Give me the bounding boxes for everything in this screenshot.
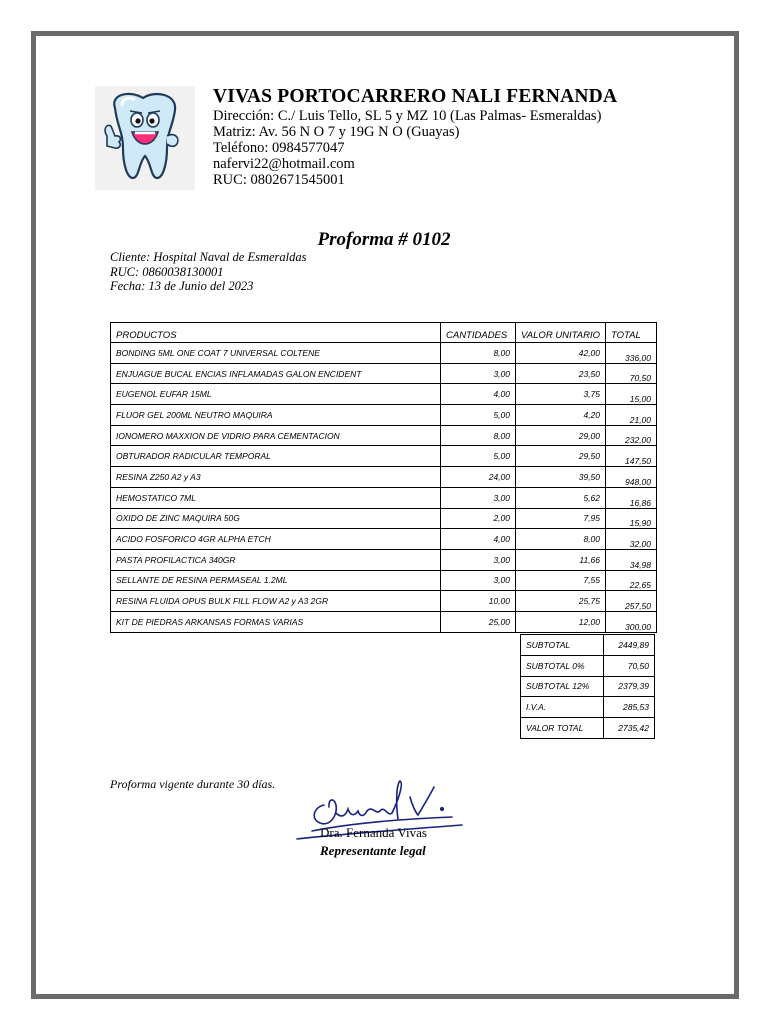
signer-name: Dra. Fernanda Vivas <box>320 825 427 840</box>
product-cell: KIT DE PIEDRAS ARKANSAS FORMAS VARIAS <box>111 611 441 632</box>
total-cell: 32,00 <box>606 529 657 550</box>
totals-label: I.V.A. <box>521 697 604 718</box>
unit-price-cell: 23,50 <box>516 363 606 384</box>
quantity-cell: 2,00 <box>441 508 516 529</box>
proforma-title: Proforma # 0102 <box>317 229 451 250</box>
signer-role: Representante legal <box>320 843 426 858</box>
table-row <box>111 487 657 508</box>
table-row <box>111 384 657 405</box>
totals-label: SUBTOTAL <box>521 635 604 656</box>
unit-price-cell: 8,00 <box>516 529 606 550</box>
total-cell: 15,00 <box>606 384 657 405</box>
signature-icon <box>292 775 472 853</box>
total-cell: 15,90 <box>606 508 657 529</box>
unit-price-cell: 29,50 <box>516 446 606 467</box>
table-row <box>111 467 657 488</box>
quantity-cell: 5,00 <box>441 446 516 467</box>
client-ruc: RUC: 0860038130001 <box>110 264 224 279</box>
total-cell: 70,50 <box>606 363 657 384</box>
quantity-cell: 3,00 <box>441 487 516 508</box>
quantity-cell: 3,00 <box>441 549 516 570</box>
quantity-cell: 24,00 <box>441 467 516 488</box>
unit-price-cell: 11,66 <box>516 549 606 570</box>
quantity-cell: 3,00 <box>441 363 516 384</box>
quantity-cell: 8,00 <box>441 425 516 446</box>
total-cell: 16,86 <box>606 487 657 508</box>
products-table <box>110 322 657 633</box>
totals-row <box>521 635 655 656</box>
product-cell: HEMOSTATICO 7ML <box>111 487 441 508</box>
unit-price-cell: 39,50 <box>516 467 606 488</box>
header-total: TOTAL <box>606 323 657 343</box>
totals-value: 70,50 <box>604 655 655 676</box>
unit-price-cell: 4,20 <box>516 405 606 426</box>
client-name: Cliente: Hospital Naval de Esmeraldas <box>110 250 307 264</box>
totals-row <box>521 697 655 718</box>
product-cell: EUGENOL EUFAR 15ML <box>111 384 441 405</box>
client-info <box>110 250 307 294</box>
unit-price-cell: 29,00 <box>516 425 606 446</box>
unit-price-cell: 7,55 <box>516 570 606 591</box>
unit-price-cell: 25,75 <box>516 591 606 612</box>
unit-price-cell: 12,00 <box>516 611 606 632</box>
product-cell: ENJUAGUE BUCAL ENCIAS INFLAMADAS GALON ENCIDENT <box>111 363 441 384</box>
totals-row <box>521 655 655 676</box>
total-cell: 147,50 <box>606 446 657 467</box>
total-cell: 336,00 <box>606 343 657 364</box>
product-cell: OBTURADOR RADICULAR TEMPORAL <box>111 446 441 467</box>
product-cell: RESINA FLUIDA OPUS BULK FILL FLOW A2 y A3 2GR <box>111 591 441 612</box>
proforma-date: Fecha: 13 de Junio del 2023 <box>110 279 254 293</box>
totals-row <box>521 718 655 739</box>
product-cell: ACIDO FOSFORICO 4GR ALPHA ETCH <box>111 529 441 550</box>
total-cell: 300,00 <box>606 611 657 632</box>
unit-price-cell: 3,75 <box>516 384 606 405</box>
totals-value: 2379,39 <box>604 676 655 697</box>
product-cell: BONDING 5ML ONE COAT 7 UNIVERSAL COLTENE <box>111 343 441 364</box>
quantity-cell: 10,00 <box>441 591 516 612</box>
company-email: nafervi22@hotmail.com <box>213 156 355 172</box>
quantity-cell: 5,00 <box>441 405 516 426</box>
tooth-logo-icon <box>95 86 195 190</box>
validity-note: Proforma vigente durante 30 días. <box>110 777 276 791</box>
table-row <box>111 405 657 426</box>
total-cell: 34,98 <box>606 549 657 570</box>
table-row <box>111 446 657 467</box>
table-row <box>111 570 657 591</box>
company-address: Dirección: C./ Luis Tello, SL 5 y MZ 10 (Las Palmas- Esmeraldas) <box>213 108 602 124</box>
table-row <box>111 508 657 529</box>
company-matrix: Matriz: Av. 56 N O 7 y 19G N O (Guayas) <box>213 124 460 140</box>
unit-price-cell: 42,00 <box>516 343 606 364</box>
quantity-cell: 25,00 <box>441 611 516 632</box>
company-header <box>213 86 617 188</box>
table-row <box>111 591 657 612</box>
total-cell: 22,65 <box>606 570 657 591</box>
header-products: PRODUCTOS <box>111 323 441 343</box>
totals-label: VALOR TOTAL <box>521 718 604 739</box>
table-row <box>111 363 657 384</box>
totals-row <box>521 676 655 697</box>
totals-value: 285,53 <box>604 697 655 718</box>
totals-table <box>520 634 655 739</box>
product-cell: RESINA Z250 A2 y A3 <box>111 467 441 488</box>
header-quantity: CANTIDADES <box>441 323 516 343</box>
quantity-cell: 3,00 <box>441 570 516 591</box>
table-row <box>111 549 657 570</box>
total-cell: 232,00 <box>606 425 657 446</box>
table-row <box>111 611 657 632</box>
quantity-cell: 4,00 <box>441 529 516 550</box>
table-row <box>111 425 657 446</box>
quantity-cell: 8,00 <box>441 343 516 364</box>
product-cell: OXIDO DE ZINC MAQUIRA 50G <box>111 508 441 529</box>
product-cell: SELLANTE DE RESINA PERMASEAL 1.2ML <box>111 570 441 591</box>
unit-price-cell: 7,95 <box>516 508 606 529</box>
product-cell: IONOMERO MAXXION DE VIDRIO PARA CEMENTACION <box>111 425 441 446</box>
totals-value: 2735,42 <box>604 718 655 739</box>
company-phone: Teléfono: 0984577047 <box>213 140 345 156</box>
company-ruc: RUC: 0802671545001 <box>213 172 345 188</box>
product-cell: FLUOR GEL 200ML NEUTRO MAQUIRA <box>111 405 441 426</box>
total-cell: 257,50 <box>606 591 657 612</box>
product-cell: PASTA PROFILACTICA 340GR <box>111 549 441 570</box>
totals-value: 2449,89 <box>604 635 655 656</box>
total-cell: 21,00 <box>606 405 657 426</box>
table-row <box>111 343 657 364</box>
totals-label: SUBTOTAL 12% <box>521 676 604 697</box>
header-unit-price: VALOR UNITARIO <box>516 323 606 343</box>
totals-label: SUBTOTAL 0% <box>521 655 604 676</box>
table-header-row <box>111 323 657 343</box>
total-cell: 948,00 <box>606 467 657 488</box>
company-name: VIVAS PORTOCARRERO NALI FERNANDA <box>213 86 618 107</box>
quantity-cell: 4,00 <box>441 384 516 405</box>
table-row <box>111 529 657 550</box>
unit-price-cell: 5,62 <box>516 487 606 508</box>
